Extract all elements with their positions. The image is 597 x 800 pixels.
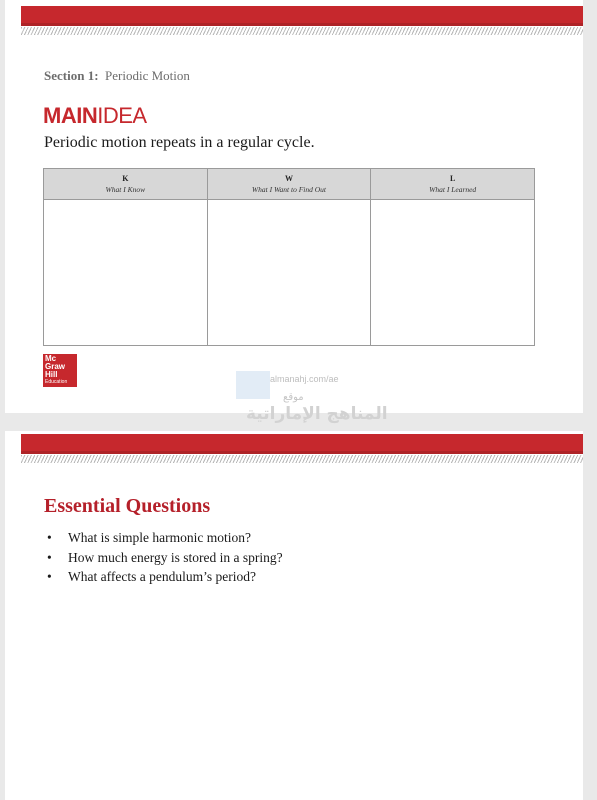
kwl-cell-want (207, 200, 371, 346)
main-idea-heading (43, 103, 147, 129)
mcgraw-hill-logo (43, 354, 77, 387)
logo-line: Education (45, 379, 68, 385)
watermark-logo (236, 371, 270, 399)
logo-line: Mc (45, 354, 57, 363)
question-text: How much energy is stored in a spring? (68, 549, 283, 565)
logo-line: Hill (45, 370, 58, 379)
main-statement: Periodic motion repeats in a regular cycle. (44, 134, 315, 151)
bullet: • (47, 530, 52, 545)
list-item (44, 530, 283, 550)
kwl-header-w (207, 169, 371, 200)
watermark-url: almanahj.com/ae (270, 374, 339, 384)
bullet: • (47, 549, 52, 565)
kwl-chart (43, 168, 535, 346)
section-label (44, 68, 190, 84)
question-text: What is simple harmonic motion? (68, 530, 251, 545)
kwl-letter: L (449, 174, 456, 183)
header-hatch-stripe (21, 27, 583, 35)
header-bar (21, 434, 583, 454)
list-item (44, 569, 283, 589)
kwl-header-l (371, 169, 535, 200)
kwl-header-k (44, 169, 208, 200)
kwl-subtitle: What I Know (105, 185, 146, 194)
question-text: What affects a pendulum’s period? (68, 569, 256, 584)
watermark-text-ar: موقع (283, 392, 304, 403)
section-title: Periodic Motion (105, 68, 190, 83)
section-prefix: Section 1: (44, 68, 99, 83)
main-idea-bold: MAIN (43, 103, 98, 128)
bullet: • (47, 569, 52, 584)
kwl-subtitle: What I Learned (429, 185, 477, 194)
kwl-cell-know (44, 200, 208, 346)
slide-essential-questions (5, 431, 583, 800)
essential-questions-list (44, 530, 283, 589)
kwl-letter: W (284, 174, 293, 183)
watermark-text-ar-large: المناهج الإماراتية (246, 404, 388, 424)
kwl-cell-learned (371, 200, 535, 346)
list-item (44, 550, 283, 570)
logo-line: Graw (45, 362, 66, 371)
essential-questions-title: Essential Questions (44, 495, 211, 517)
header-bar (21, 6, 583, 26)
header-hatch-stripe (21, 455, 583, 463)
main-idea-light: IDEA (97, 103, 147, 128)
kwl-letter: K (122, 174, 129, 183)
kwl-subtitle: What I Want to Find Out (251, 185, 327, 194)
